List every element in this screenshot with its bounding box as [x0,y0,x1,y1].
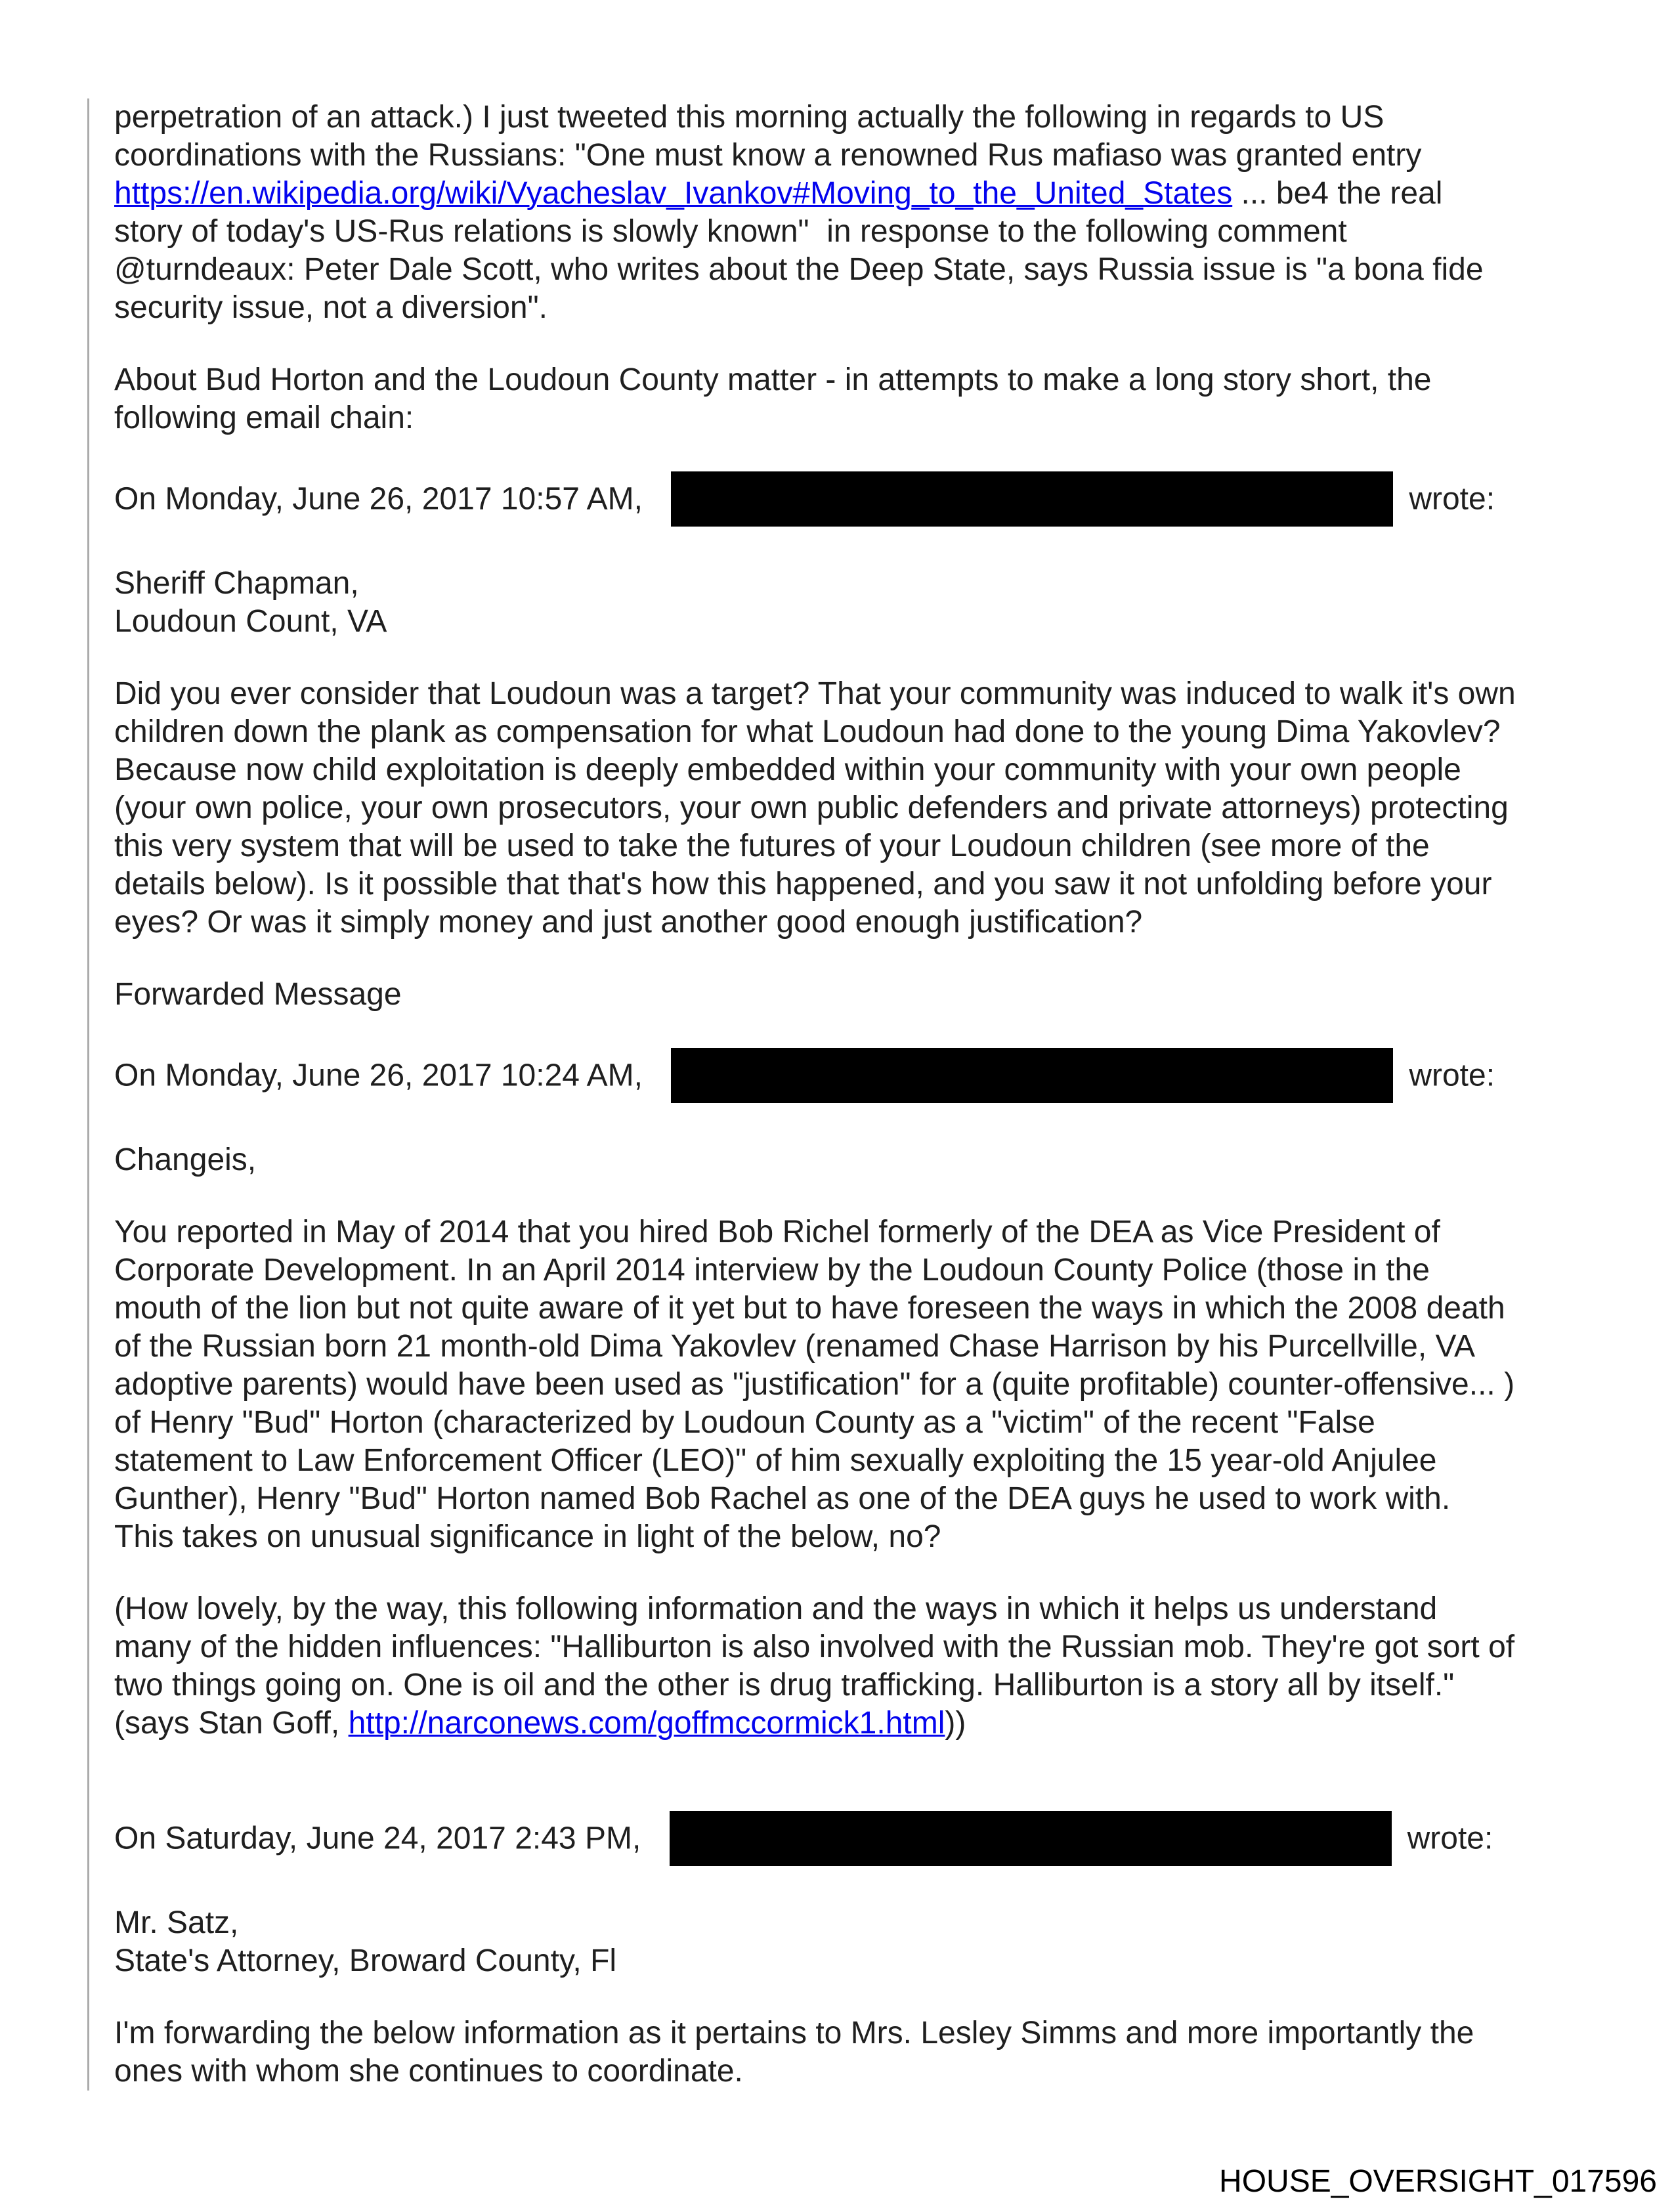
text-line [114,1290,1581,1328]
quoted-email-thread [87,98,1581,2091]
text-segment: (says Stan Goff, [114,1706,349,1741]
email-attribution-243pm [114,1811,1581,1870]
text-segment: ones with whom she continues to coordinate. [114,2054,743,2089]
text-line [114,565,1581,603]
narconews-link[interactable]: http://narconews.com/goffmccormick1.html [348,1706,945,1741]
text-line [114,1518,1581,1556]
text-segment: following email chain: [114,401,414,435]
text-segment: this very system that will be used to take the futures of your Loudoun children (see more of the [114,829,1430,863]
text-line [114,1942,1581,1980]
attribution-suffix: wrote: [1409,1058,1495,1093]
text-segment: (How lovely, by the way, this following information and the ways in which it helps us understand [114,1592,1438,1626]
attribution-suffix: wrote: [1407,1821,1493,1856]
text-line [114,361,1581,399]
text-segment: I'm forwarding the below information as it pertains to Mrs. Lesley Simms and more importantly the [114,2016,1474,2050]
text-line [114,976,1581,1014]
text-line [114,1666,1581,1704]
attribution-prefix: On Monday, June 26, 2017 10:24 AM, [114,1058,652,1093]
text-segment: State's Attorney, Broward County, Fl [114,1943,617,1978]
text-line [114,1213,1581,1251]
text-segment: Loudoun Count, VA [114,604,387,639]
salutation-mr-satz [114,1904,1581,1980]
text-segment: Forwarded Message [114,977,402,1012]
text-line [114,98,1581,137]
text-segment: Sheriff Chapman, [114,566,359,601]
text-segment: Changeis, [114,1142,257,1177]
text-segment: (your own police, your own prosecutors, your own public defenders and private attorneys) protecting [114,791,1509,825]
text-line [114,1404,1581,1442]
text-segment: Gunther), Henry "Bud" Horton named Bob Rachel as one of the DEA guys he used to work with. [114,1481,1451,1516]
wikipedia-link[interactable]: https://en.wikipedia.org/wiki/Vyacheslav_Ivankov#Moving_to_the_United_States [114,176,1233,211]
text-segment: statement to Law Enforcement Officer (LEO)" of him sexually exploiting the 15 year-old Anjulee [114,1443,1437,1478]
text-segment: many of the hidden influences: "Halliburton is also involved with the Russian mob. They're got sort of [114,1630,1515,1664]
text-line [114,2052,1581,2091]
text-segment: Corporate Development. In an April 2014 interview by the Loudoun County Police (those in the [114,1253,1430,1288]
text-segment: coordinations with the Russians: "One must know a renowned Rus mafiaso was granted entry [114,138,1422,173]
text-line [114,289,1581,327]
text-line [114,751,1581,789]
text-line [114,213,1581,251]
salutation-changeis [114,1141,1581,1179]
email-attribution-1024am [114,1048,1581,1107]
text-segment: perpetration of an attack.) I just tweeted this morning actually the following in regards to US [114,100,1384,135]
paragraph-im-forwarding [114,2014,1581,2091]
text-line [114,399,1581,437]
text-segment: Because now child exploitation is deeply embedded within your community with your own people [114,752,1461,787]
text-segment: two things going on. One is oil and the other is drug trafficking. Halliburton is a story all by itself." [114,1668,1455,1702]
redaction-bar [671,471,1393,527]
text-line [114,1904,1581,1942]
text-line [114,175,1581,213]
text-segment: security issue, not a diversion". [114,290,547,325]
text-line [114,2014,1581,2052]
paragraph-tweet [114,98,1581,327]
paragraph-you-reported [114,1213,1581,1556]
text-line [114,603,1581,641]
text-line [114,251,1581,289]
text-segment: Did you ever consider that Loudoun was a target? That your community was induced to walk it's own [114,676,1516,711]
text-line [114,1251,1581,1290]
text-line [114,1628,1581,1666]
attribution-prefix: On Saturday, June 24, 2017 2:43 PM, [114,1821,650,1856]
text-line [114,789,1581,827]
text-line [114,713,1581,751]
attribution-prefix: On Monday, June 26, 2017 10:57 AM, [114,481,652,517]
text-segment: children down the plank as compensation for what Loudoun had done to the young Dima Yakovlev? [114,714,1501,749]
text-line [114,1590,1581,1628]
text-segment: @turndeaux: Peter Dale Scott, who writes about the Deep State, says Russia issue is "a bona fide [114,252,1484,287]
redaction-bar [671,1048,1393,1103]
text-line [114,1442,1581,1480]
text-line [114,1328,1581,1366]
text-line [114,1366,1581,1404]
text-segment: details below). Is it possible that that's how this happened, and you saw it not unfolding before your [114,867,1492,901]
paragraph-about-bud-horton [114,361,1581,437]
text-line [114,137,1581,175]
text-line [114,1704,1581,1743]
text-segment: eyes? Or was it simply money and just another good enough justification? [114,905,1143,940]
text-line [114,903,1581,942]
text-segment: mouth of the lion but not quite aware of it yet but to have foreseen the ways in which the 2008 death [114,1291,1505,1326]
text-line [114,1141,1581,1179]
text-line [114,865,1581,903]
text-segment: )) [945,1706,966,1741]
text-segment: About Bud Horton and the Loudoun County matter - in attempts to make a long story short, the [114,362,1432,397]
text-segment: You reported in May of 2014 that you hired Bob Richel formerly of the DEA as Vice President of [114,1215,1440,1249]
bates-number: HOUSE_OVERSIGHT_017596 [1219,2164,1657,2199]
redaction-bar [670,1811,1392,1866]
text-line [114,675,1581,713]
paragraph-did-you-ever-consider [114,675,1581,942]
text-segment: story of today's US-Rus relations is slowly known" in response to the following comment [114,214,1347,249]
paragraph-how-lovely [114,1590,1581,1743]
text-segment: of Henry "Bud" Horton (characterized by Loudoun County as a "victim" of the recent "False [114,1405,1375,1440]
salutation-sheriff-chapman [114,565,1581,641]
text-segment: This takes on unusual significance in light of the below, no? [114,1519,941,1554]
attribution-suffix: wrote: [1409,481,1495,517]
text-segment: Mr. Satz, [114,1905,239,1940]
text-segment: adoptive parents) would have been used as "justification" for a (quite profitable) counter-offensive... ) [114,1367,1515,1402]
text-segment: ... be4 the real [1232,176,1443,211]
text-segment: of the Russian born 21 month-old Dima Yakovlev (renamed Chase Harrison by his Purcellville, VA [114,1329,1475,1364]
text-line [114,1480,1581,1518]
email-attribution-1057am [114,471,1581,531]
text-line [114,827,1581,865]
forwarded-message-label [114,976,1581,1014]
